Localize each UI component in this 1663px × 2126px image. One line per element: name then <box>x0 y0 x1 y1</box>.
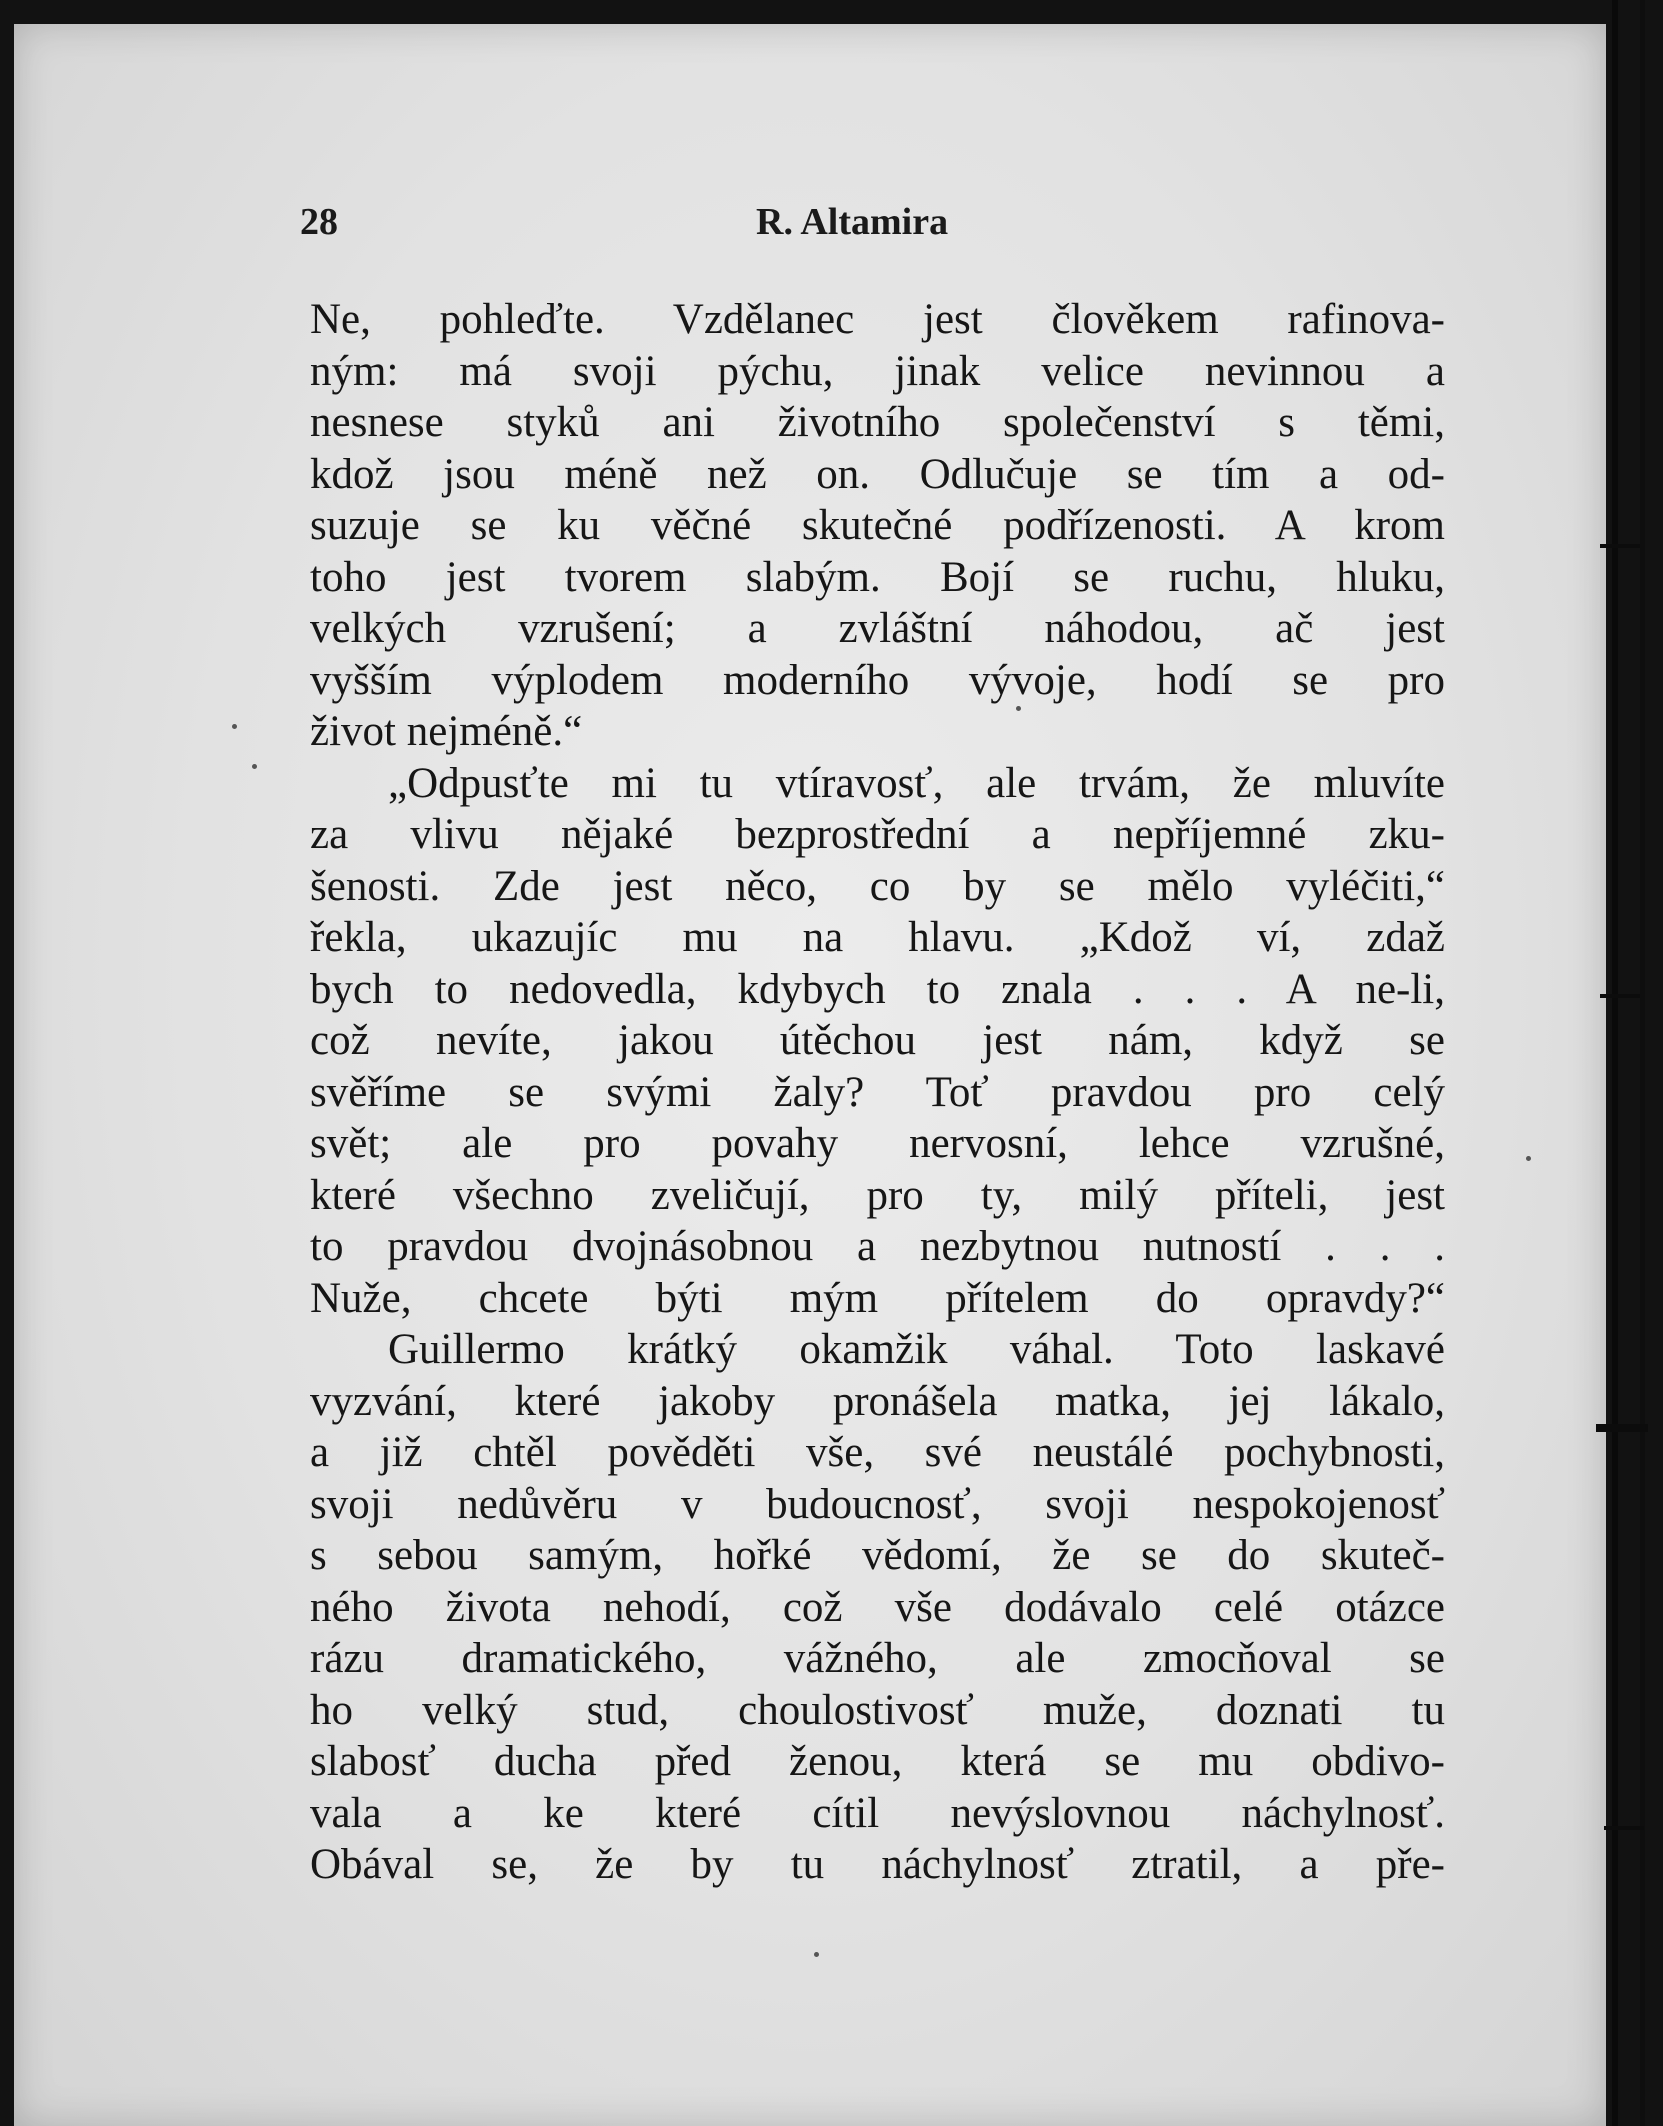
text-line: vyzvání, které jakoby pronášela matka, jej lákalo, <box>310 1377 1445 1425</box>
text-line: za vlivu nějaké bezprostřední a nepříjemné zku- <box>310 811 1445 858</box>
binding-edge-rule-outer <box>1640 0 1645 2126</box>
text-line: kdož jsou méně než on. Odlučuje se tím a od- <box>310 450 1445 498</box>
text-line: což nevíte, jakou útěchou jest nám, když se <box>310 1017 1445 1064</box>
text-line: svěříme se svými žaly? Toť pravdou pro celý <box>310 1068 1445 1116</box>
text-line: Ne, pohleďte. Vzdělanec jest člověkem rafinova- <box>310 296 1445 343</box>
text-line: a již chtěl pověděti vše, své neustálé pochybnosti, <box>310 1429 1445 1476</box>
text-line: vala a ke které cítil nevýslovnou náchylnosť. <box>310 1789 1445 1837</box>
body-text <box>310 294 1445 1891</box>
text-line: svoji nedůvěru v budoucnosť, svoji nespokojenosť <box>310 1480 1445 1528</box>
edge-tick <box>1600 544 1640 548</box>
text-line: řekla, ukazujíc mu na hlavu. „Kdož ví, zdaž <box>310 914 1445 961</box>
text-line: „Odpusťte mi tu vtíravosť, ale trvám, že mluvíte <box>388 759 1445 807</box>
page-number: 28 <box>300 201 338 243</box>
edge-tick <box>1604 1826 1644 1830</box>
text-line: život nejméně.“ <box>310 708 583 755</box>
binding-edge-rule <box>1612 0 1618 2126</box>
text-line: šenosti. Zde jest něco, co by se mělo vyléčiti,“ <box>310 862 1445 910</box>
text-line: které všechno zveličují, pro ty, milý příteli, jest <box>310 1171 1445 1219</box>
text-line: bych to nedovedla, kdybych to znala . . . A ne-li, <box>310 965 1445 1013</box>
text-line: ho velký stud, choulostivosť muže, doznati tu <box>310 1686 1445 1734</box>
text-line: ného života nehodí, což vše dodávalo celé otázce <box>310 1583 1445 1631</box>
running-head <box>14 200 1606 252</box>
print-speck <box>1016 706 1021 711</box>
text-line: velkých vzrušení; a zvláštní náhodou, ač jest <box>310 605 1445 652</box>
text-line: Obával se, že by tu náchylnosť ztratil, a pře- <box>310 1841 1445 1888</box>
print-speck <box>232 724 237 729</box>
text-line: vyšším výplodem moderního vývoje, hodí se pro <box>310 656 1445 704</box>
text-line: nesnese styků ani životního společenství s těmi, <box>310 399 1445 446</box>
text-line: s sebou samým, hořké vědomí, že se do skuteč- <box>310 1532 1445 1579</box>
print-speck <box>1526 1156 1531 1161</box>
text-line: ným: má svoji pýchu, jinak velice nevinnou a <box>310 347 1445 395</box>
text-line: svět; ale pro povahy nervosní, lehce vzrušné, <box>310 1120 1445 1167</box>
text-line: Guillermo krátký okamžik váhal. Toto laskavé <box>388 1326 1445 1373</box>
text-line: to pravdou dvojnásobnou a nezbytnou nutností . . . <box>310 1223 1445 1270</box>
text-line: toho jest tvorem slabým. Bojí se ruchu, hluku, <box>310 553 1445 601</box>
print-speck <box>814 1952 819 1957</box>
text-line: slabosť ducha před ženou, která se mu obdivo- <box>310 1738 1445 1785</box>
book-page <box>14 24 1606 2126</box>
edge-tick <box>1596 1424 1648 1432</box>
running-title: R. Altamira <box>756 201 949 243</box>
text-line: rázu dramatického, vážného, ale zmocňoval se <box>310 1635 1445 1682</box>
text-line: Nuže, chcete býti mým přítelem do opravdy?“ <box>310 1274 1445 1322</box>
print-speck <box>252 764 257 769</box>
edge-tick <box>1600 994 1640 998</box>
text-line: suzuje se ku věčné skutečné podřízenosti. A krom <box>310 502 1445 549</box>
